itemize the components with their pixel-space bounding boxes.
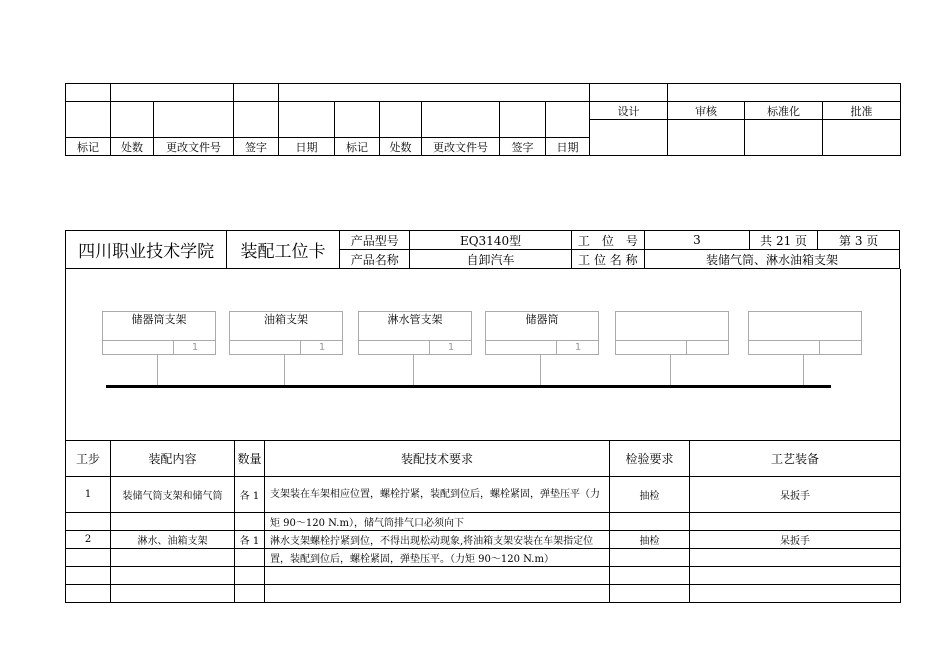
part-connector	[284, 354, 285, 385]
part-code-cell	[103, 340, 173, 354]
assembly-content: 淋水、油箱支架	[111, 531, 235, 549]
part-qty: 1	[556, 340, 599, 354]
product-name-value: 自卸汽车	[410, 250, 571, 269]
approval-review: 审核	[668, 102, 745, 120]
rev-label: 标记	[335, 138, 380, 156]
rev-label: 更改文件号	[422, 138, 500, 156]
product-model-label: 产品型号	[339, 231, 410, 250]
station-no-label: 工 位 号	[571, 231, 645, 250]
station-name-label: 工 位 名 称	[571, 250, 645, 269]
quantity: 各 1	[235, 531, 265, 549]
requirement-text: 淋水支架螺栓拧紧到位，不得出现松动现象,将油箱支架安装在车架指定位	[265, 531, 610, 549]
product-model-value: EQ3140型	[410, 231, 571, 250]
header-step: 工步	[66, 441, 111, 477]
station-no-value: 3	[645, 231, 750, 250]
process-header-row	[66, 441, 901, 477]
approval-approve: 批准	[823, 102, 901, 120]
part-name	[749, 312, 861, 340]
part-connector	[540, 354, 541, 385]
approval-design: 设计	[590, 102, 668, 120]
part-box	[102, 311, 216, 355]
requirement-text: 支架装在车架相应位置，螺栓拧紧，装配到位后，螺栓紧固，弹垫压平（力	[265, 477, 610, 513]
part-name: 储器筒支架	[131, 313, 187, 326]
table-row	[66, 549, 901, 567]
part-connector	[670, 354, 671, 385]
part-connector	[803, 354, 804, 385]
part-qty	[686, 340, 729, 354]
part-box	[358, 311, 472, 355]
part-box	[229, 311, 343, 355]
rev-label: 标记	[66, 138, 111, 156]
part-qty: 1	[429, 340, 472, 354]
header-inspection: 检验要求	[610, 441, 690, 477]
rev-label: 日期	[279, 138, 335, 156]
part-box	[748, 311, 862, 355]
inspection-method: 抽检	[610, 531, 690, 549]
inspection-method: 抽检	[610, 477, 690, 513]
step-number: 1	[66, 477, 111, 513]
station-name-value: 装储气筒、淋水油箱支架	[645, 250, 900, 269]
part-code-cell	[616, 340, 686, 354]
approval-standardization: 标准化	[745, 102, 823, 120]
requirement-text: 矩 90～120 N.m），储气筒排气口必须向下	[265, 513, 610, 531]
rev-label: 处数	[111, 138, 154, 156]
equipment: 呆扳手	[690, 531, 901, 549]
assembly-bus-line	[106, 385, 831, 388]
rev-label: 处数	[380, 138, 422, 156]
part-name	[616, 312, 728, 340]
part-code-cell	[486, 340, 556, 354]
card-header	[65, 230, 900, 269]
part-name: 油箱支架	[264, 313, 308, 326]
rev-label: 更改文件号	[154, 138, 234, 156]
table-row	[66, 585, 901, 603]
approval-row	[66, 102, 901, 120]
product-name-label: 产品名称	[339, 250, 410, 269]
table-row	[66, 531, 901, 549]
assembly-diagram	[65, 269, 901, 440]
part-code-cell	[749, 340, 819, 354]
revision-blank-row	[66, 84, 901, 102]
table-row	[66, 477, 901, 513]
revision-table	[65, 83, 901, 156]
rev-label: 签字	[234, 138, 279, 156]
assembly-content: 装储气筒支架和储气筒	[111, 477, 235, 513]
card-title: 装配工位卡	[227, 231, 340, 269]
part-connector	[413, 354, 414, 385]
part-box	[485, 311, 599, 355]
part-qty	[819, 340, 862, 354]
process-table	[65, 440, 901, 603]
step-number: 2	[66, 531, 111, 549]
header-equipment: 工艺装备	[690, 441, 901, 477]
part-qty: 1	[300, 340, 343, 354]
part-name: 淋水管支架	[387, 313, 443, 326]
requirement-text: 置，装配到位后，螺栓紧固，弹垫压平。（力矩 90～120 N.m）	[265, 549, 610, 567]
part-name: 储器筒	[525, 313, 559, 326]
page-number: 第 3 页	[818, 231, 900, 250]
header-qty: 数量	[235, 441, 265, 477]
part-qty: 1	[173, 340, 216, 354]
header-requirements: 装配技术要求	[265, 441, 610, 477]
part-code-cell	[230, 340, 300, 354]
part-code-cell	[359, 340, 429, 354]
rev-label: 签字	[500, 138, 546, 156]
quantity: 各 1	[235, 477, 265, 513]
table-row	[66, 513, 901, 531]
equipment: 呆扳手	[690, 477, 901, 513]
rev-label: 日期	[546, 138, 590, 156]
header-content: 装配内容	[111, 441, 235, 477]
total-pages: 共 21 页	[749, 231, 817, 250]
table-row	[66, 567, 901, 585]
part-box	[615, 311, 729, 355]
school-name: 四川职业技术学院	[66, 231, 227, 269]
part-connector	[157, 354, 158, 385]
